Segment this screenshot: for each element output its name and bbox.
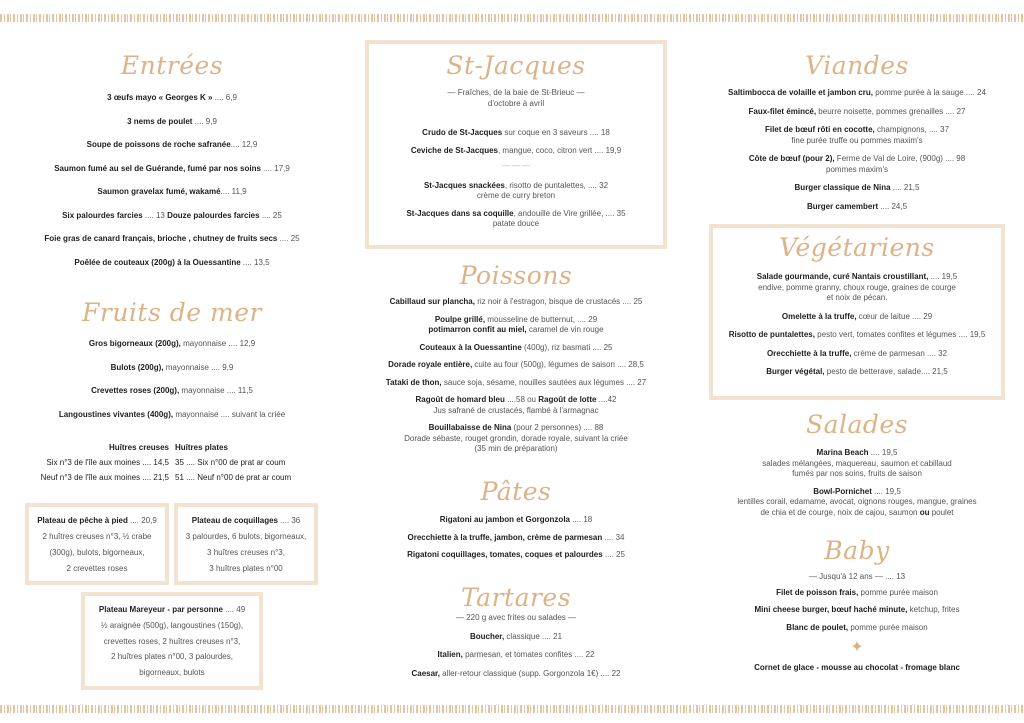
plateau-price: .... 20,9 bbox=[127, 516, 157, 525]
item-detail: mayonnaise .... 11,5 bbox=[179, 386, 253, 395]
item-detail: .... 34 bbox=[602, 532, 625, 542]
section-title: Tartares bbox=[460, 583, 572, 612]
separator: — — — bbox=[501, 161, 531, 170]
item-name: St-Jacques dans sa coquille bbox=[406, 208, 514, 218]
menu-item bbox=[356, 378, 676, 389]
item-detail: , andouille de Vire grillée, .... 35 patate douce bbox=[492, 208, 626, 228]
menu-item bbox=[356, 550, 676, 561]
menu-item bbox=[697, 202, 1017, 213]
item-name: Risotto de puntalettes, bbox=[728, 330, 815, 339]
item-detail: beurre noisette, pommes grenailles .... 27 bbox=[816, 106, 966, 116]
item-name: ou bbox=[919, 507, 930, 517]
item-detail: ....42 Jus safrané de crustacés, flambé à l'armagnac bbox=[433, 395, 617, 415]
item-name: Couteaux à la Ouessantine bbox=[419, 342, 522, 352]
menu-item bbox=[370, 146, 662, 157]
plateau-mareyeur bbox=[81, 592, 263, 690]
item-detail: pesto vert, tomates confites et légumes .... 19,5 bbox=[814, 330, 986, 339]
item-name: potimarron confit au miel, bbox=[428, 325, 527, 334]
section-viandes bbox=[697, 51, 1017, 212]
item-detail: .... 12,9 bbox=[230, 140, 258, 149]
item-detail: pomme purée maison bbox=[848, 622, 928, 632]
item-detail: (pour 2 personnes) .... 88 Dorade sébaste, rouget grondin, dorade royale, suivant la criée (35 min de préparation) bbox=[404, 423, 628, 453]
item-detail: , mangue, coco, citron vert .... 19,9 bbox=[497, 145, 622, 155]
item-detail: .... 6,9 bbox=[212, 93, 237, 102]
item-name: Bowl-Pornichet bbox=[813, 486, 872, 496]
menu-item bbox=[356, 343, 676, 354]
menu-item bbox=[697, 448, 1017, 480]
item-detail: cuite au four (500g), légumes de saison .... 28,5 bbox=[472, 360, 644, 369]
section-st-jacques bbox=[370, 51, 662, 230]
menu-item bbox=[712, 367, 1002, 378]
plateau-peche-a-pied bbox=[25, 503, 169, 585]
section-title: Baby bbox=[824, 536, 890, 565]
item-detail: .... 19,5 endive, pomme granny, choux rouge, graines de courge et noix de pécan. bbox=[758, 272, 958, 302]
oysters-row: 35 .... Six n°00 de prat ar coum bbox=[175, 458, 286, 467]
item-detail: parmesan, et tomates confites .... 22 bbox=[462, 650, 595, 659]
section-fruits-de-mer bbox=[12, 298, 332, 420]
top-pattern-band bbox=[0, 14, 1024, 22]
item-name: Blanc de poulet, bbox=[786, 622, 849, 632]
menu-item bbox=[712, 272, 1002, 304]
item-name: Saumon gravelax fumé, wakamé bbox=[97, 187, 221, 196]
plateau-name: Plateau Mareyeur - par personne bbox=[98, 605, 223, 614]
menu-item bbox=[697, 88, 1017, 99]
plateau-coquillages bbox=[174, 503, 318, 585]
item-detail: .... 17,9 bbox=[260, 163, 290, 173]
item-detail: caramel de vin rouge bbox=[526, 325, 604, 334]
menu-item bbox=[370, 209, 662, 230]
menu-item bbox=[12, 386, 332, 397]
menu-item bbox=[12, 93, 332, 104]
oysters-header-plates: Huîtres plates bbox=[175, 443, 228, 452]
item-name: Dorade royale entière, bbox=[388, 360, 473, 369]
item-name: Orecchiette à la truffe, bbox=[766, 348, 852, 358]
section-title: Fruits de mer bbox=[82, 298, 262, 327]
item-name: Italien, bbox=[437, 650, 463, 659]
menu-item bbox=[356, 669, 676, 680]
menu-item bbox=[370, 181, 662, 202]
item-detail: poulet bbox=[929, 507, 954, 517]
section-tartares bbox=[356, 583, 676, 679]
menu-item bbox=[12, 363, 332, 374]
item-name: Crevettes roses (200g), bbox=[91, 386, 180, 395]
item-name: Burger camembert bbox=[806, 201, 879, 211]
item-detail: .... 21,5 bbox=[890, 183, 920, 192]
item-name: Crudo de St-Jacques bbox=[422, 128, 503, 137]
menu-item bbox=[356, 632, 676, 643]
plateau-desc: 3 palourdes, 6 bulots, bigorneaux, 3 huîtres creuses n°3, 3 huîtres plates n°00 bbox=[185, 532, 307, 573]
item-name: Bouillabaisse de Nina bbox=[428, 423, 512, 432]
item-detail: sauce soja, sésame, nouilles sautées aux légumes .... 27 bbox=[441, 377, 647, 387]
item-name: Ragoût de lotte bbox=[538, 395, 597, 404]
item-detail: .... 11,9 bbox=[220, 187, 247, 196]
item-name: Faux-filet émincé, bbox=[748, 106, 817, 116]
oysters-row: Six n°3 de l'île aux moines .... 14,5 bbox=[46, 458, 169, 467]
item-name: Caesar, bbox=[411, 668, 440, 678]
menu-item bbox=[697, 623, 1017, 634]
section-vegetariens bbox=[712, 233, 1002, 378]
item-detail: .... 13,5 bbox=[240, 257, 270, 267]
section-pates bbox=[356, 477, 676, 561]
item-detail: Ferme de Val de Loire, (900g) .... 98 pommes maxim's bbox=[826, 154, 966, 174]
menu-item bbox=[12, 117, 332, 128]
item-detail: crème de parmesan .... 32 bbox=[851, 348, 948, 358]
menu-item bbox=[356, 315, 676, 336]
menu-item bbox=[697, 125, 1017, 146]
plateau-price: .... 36 bbox=[278, 516, 301, 525]
menu-item bbox=[356, 423, 676, 455]
item-detail: mayonnaise .... 9,9 bbox=[163, 362, 234, 372]
item-name: Ragoût de homard bleu bbox=[415, 395, 505, 404]
item-detail: .... 25 bbox=[259, 210, 282, 220]
menu-item bbox=[712, 330, 1002, 341]
menu-item bbox=[697, 183, 1017, 194]
item-detail: riz noir à l'estragon, bisque de crustacés .... 25 bbox=[474, 297, 643, 306]
item-name: St-Jacques snackées bbox=[423, 180, 505, 190]
item-name: Ceviche de St-Jacques bbox=[410, 145, 498, 155]
item-name: Omelette à la truffe, bbox=[781, 311, 857, 321]
item-name: Foie gras de canard français, brioche , chutney de fruits secs bbox=[44, 234, 278, 243]
section-entrees bbox=[12, 51, 332, 268]
item-detail: .... 18 bbox=[570, 515, 593, 524]
item-name: Mini cheese burger, bœuf haché minute, bbox=[754, 605, 908, 614]
item-name: Saltimbocca de volaille et jambon cru, bbox=[728, 88, 873, 97]
menu-item bbox=[712, 349, 1002, 360]
item-detail: , risotto de puntalettes, .... 32 crème de curry breton bbox=[476, 180, 609, 200]
item-detail: pomme purée maison bbox=[858, 587, 938, 597]
plateau-name: Plateau de pêche à pied bbox=[37, 516, 128, 525]
menu-item bbox=[697, 605, 1017, 616]
item-name: 3 nems de poulet bbox=[127, 116, 193, 126]
section-title: Entrées bbox=[120, 51, 224, 80]
menu-item bbox=[12, 140, 332, 151]
section-poissons bbox=[356, 261, 676, 455]
item-detail: .... 9,9 bbox=[192, 116, 217, 126]
item-detail: .... 25 bbox=[277, 234, 300, 243]
item-detail: cœur de laitue .... 29 bbox=[856, 311, 933, 321]
item-name: Marina Beach bbox=[816, 448, 869, 457]
oysters-row: 51 .... Neuf n°00 de prat ar coum bbox=[175, 473, 292, 482]
menu-item bbox=[356, 533, 676, 544]
menu-item bbox=[697, 588, 1017, 599]
oysters-row: Neuf n°3 de l'île aux moines .... 21,5 bbox=[40, 473, 169, 482]
section-subtitle: — Jusqu'à 12 ans — .... 13 bbox=[808, 572, 906, 581]
section-subtitle: — 220 g avec frites ou salades — bbox=[455, 613, 577, 622]
menu-item bbox=[697, 487, 1017, 519]
item-detail: pesto de betterave, salade.... 21,5 bbox=[824, 367, 948, 376]
menu-item bbox=[712, 312, 1002, 323]
section-salades bbox=[697, 410, 1017, 518]
item-detail: ketchup, frites bbox=[907, 605, 960, 614]
item-name: Langoustines vivantes (400g), bbox=[58, 409, 174, 419]
section-title: Végétariens bbox=[779, 233, 935, 262]
plateau-desc: 2 huîtres creuses n°3, ½ crabe (300g), bulots, bigorneaux, 2 crevettes roses bbox=[42, 532, 152, 573]
item-name: Burger classique de Nina bbox=[794, 183, 891, 192]
item-name: Filet de poisson frais, bbox=[776, 587, 859, 597]
section-title: St-Jacques bbox=[446, 51, 586, 80]
plateau-desc: ½ araignée (500g), langoustines (150g), crevettes roses, 2 huîtres creuses n°3, 2 huîtres plates n°00, 3 palourdes, bigorneaux, bulots bbox=[100, 621, 244, 677]
menu-item bbox=[12, 211, 332, 222]
item-detail: sur coque en 3 saveurs .... 18 bbox=[502, 128, 610, 137]
item-detail: champignons, .... 37 fine purée truffe ou pommes maxim's bbox=[791, 125, 950, 145]
item-detail: .... 25 bbox=[602, 550, 625, 559]
item-detail: (400g), riz basmati .... 25 bbox=[521, 342, 613, 352]
item-name: Saumon fumé au sel de Guérande, fumé par nos soins bbox=[54, 163, 261, 173]
plateau-name: Plateau de coquillages bbox=[191, 516, 278, 525]
menu-item bbox=[370, 128, 662, 139]
menu-item bbox=[12, 410, 332, 421]
plateau-price: .... 49 bbox=[222, 605, 246, 614]
item-name: Bulots (200g), bbox=[110, 362, 164, 372]
item-name: Orecchiette à la truffe, jambon, crème de parmesan bbox=[407, 532, 603, 542]
oysters-table bbox=[12, 440, 332, 485]
item-name: Rigatoni coquillages, tomates, coques et palourdes bbox=[407, 550, 603, 559]
menu-item bbox=[697, 107, 1017, 118]
item-name: Salade gourmande, curé Nantais croustillant, bbox=[756, 272, 929, 281]
item-detail: pomme purée à la sauge .... 24 bbox=[872, 88, 986, 97]
menu-item bbox=[12, 258, 332, 269]
item-detail: mayonnaise .... 12,9 bbox=[180, 339, 256, 348]
menu-item bbox=[356, 360, 676, 371]
oysters-header-creuses: Huîtres creuses bbox=[108, 443, 169, 452]
item-name: Six palourdes farcies bbox=[62, 210, 143, 220]
item-detail: ....58 ou bbox=[504, 395, 539, 404]
item-name: Boucher, bbox=[469, 631, 505, 641]
item-name: Soupe de poissons de roche safranée bbox=[86, 140, 231, 149]
item-name: Poêlée de couteaux (200g) à la Ouessantine bbox=[74, 257, 241, 267]
item-name: Douze palourdes farcies bbox=[167, 210, 260, 220]
item-name: Gros bigorneaux (200g), bbox=[88, 339, 181, 348]
menu-item bbox=[356, 395, 676, 416]
section-title: Pâtes bbox=[480, 477, 552, 506]
section-title: Salades bbox=[805, 410, 909, 439]
bottom-pattern-band bbox=[0, 705, 1024, 713]
item-detail: .... 13 bbox=[142, 210, 168, 220]
item-name: Poulpe grillé, bbox=[434, 314, 486, 324]
item-detail: mayonnaise .... suivant la criée bbox=[173, 409, 286, 419]
item-name: Filet de bœuf rôti en cocotte, bbox=[764, 125, 875, 134]
menu-item bbox=[697, 154, 1017, 175]
item-detail: .... 19,5 lentilles corail, edamame, avocat, oignons rouges, mangue, graines de chia et de courge, noix de cajou, saumon bbox=[737, 486, 977, 517]
menu-item bbox=[12, 187, 332, 198]
item-name: Cabillaud sur plancha, bbox=[389, 297, 475, 306]
menu-item bbox=[12, 339, 332, 350]
item-name: Burger végétal, bbox=[766, 367, 825, 376]
item-detail: mousseline de butternut, .... 29 bbox=[487, 314, 598, 324]
item-name: Rigatoni au jambon et Gorgonzola bbox=[439, 515, 570, 524]
menu-item bbox=[356, 515, 676, 526]
section-subtitle: — Fraîches, de la baie de St-Brieuc — d'octobre à avril bbox=[447, 88, 585, 108]
star-icon: ✦ bbox=[850, 639, 864, 656]
item-detail: .... 19,5 salades mélangées, maquereau, saumon et cabillaud fumés par nos soins, fruits de saison bbox=[762, 448, 952, 478]
item-detail: classique .... 21 bbox=[504, 631, 563, 641]
section-title: Poissons bbox=[459, 261, 573, 290]
menu-item bbox=[12, 234, 332, 245]
item-detail: aller-retour classique (supp. Gorgonzola 1€) .... 22 bbox=[439, 668, 621, 678]
dessert-line: Cornet de glace - mousse au chocolat - fromage blanc bbox=[754, 663, 960, 672]
item-name: Tataki de thon, bbox=[385, 377, 442, 387]
menu-item bbox=[12, 164, 332, 175]
section-baby bbox=[697, 536, 1017, 674]
item-detail: .... 24,5 bbox=[878, 201, 908, 211]
section-title: Viandes bbox=[805, 51, 909, 80]
item-name: Côte de bœuf (pour 2), bbox=[748, 154, 835, 163]
item-name: 3 œufs mayo « Georges K » bbox=[107, 93, 213, 102]
menu-item bbox=[356, 297, 676, 308]
menu-item bbox=[356, 650, 676, 661]
